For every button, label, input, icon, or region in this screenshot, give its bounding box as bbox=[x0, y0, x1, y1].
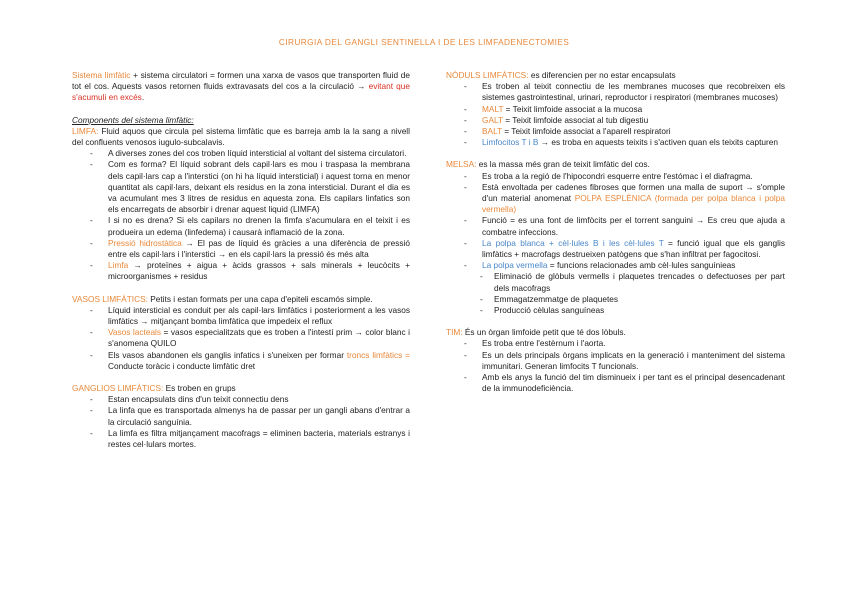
list-item: - Vasos lacteals = vasos especialitzats que es troben a l'intestí prim → color blanc i s'anomena QUILO bbox=[108, 327, 410, 349]
tim-term: TIM: bbox=[446, 327, 463, 338]
tim-list bbox=[446, 338, 785, 394]
right-column bbox=[446, 70, 785, 394]
list-item: - Els vasos abandonen els ganglis infatics i s'uneixen per formar troncs limfàtics = Conducte toràcic i conducte limfàtic dret bbox=[108, 350, 410, 372]
limfa-term: LIMFA: bbox=[72, 125, 99, 136]
nodul-paragraph: NÒDULS LIMFÀTICS: es diferencien per no estar encapsulats bbox=[446, 70, 676, 80]
list-item: - GALT = Teixit limfoide associat al tub digestiu bbox=[482, 115, 785, 126]
components-heading: Components del sistema limfàtic: bbox=[72, 114, 194, 125]
list-item: - I si no es drena? Si els capilars no drenen la fimfa s'acumulara en el teixit i es produeira un edema (linfedema) i causarà inflamació de la zona. bbox=[108, 215, 410, 237]
list-item: - La limfa es filtra mitjançament macofrags = eliminen bacteria, materials estranys i restes cel·lulars mortes. bbox=[108, 428, 410, 450]
nodul-list bbox=[446, 81, 785, 148]
list-item: - Es troba entre l'estèrnum i l'aorta. bbox=[482, 338, 785, 349]
melsa-sublist bbox=[446, 271, 785, 316]
list-item: - Es troba a la regió de l'hipocondri esquerre entre l'estómac i el diafragma. bbox=[482, 171, 785, 182]
intro-highlight: evitant que s'acumuli en excés bbox=[72, 81, 410, 103]
limfa-paragraph: LIMFA: Fluid aquos que circula pel sistema limfàtic que es barreja amb la la sang a nivell del confluents venosos iugulo-subcalavis. bbox=[72, 125, 410, 148]
list-item: - Producció cèlulas sanguíneas bbox=[494, 305, 785, 316]
list-item: - Limfa → proteïnes + aigua + àcids grassos + sals minerals + leucòcits + microorganismes + residus bbox=[108, 260, 410, 282]
list-item: - Eliminació de glòbuls vermells i plaquetes trencades o defectuoses per part dels macofrags bbox=[494, 271, 785, 293]
melsa-list bbox=[446, 171, 785, 272]
intro-term: Sistema limfàtic bbox=[72, 70, 131, 80]
list-item: - Amb els anys la funció del tim disminueix i per tant es el principal desencadenant de la immunodeficiència. bbox=[482, 372, 785, 394]
list-item: - Líquid intersticial es conduit per als capil·lars limfàtics i posteriorment a les vasos limfàtics → mitjançant bomba limfàtica que impedeix el reflux bbox=[108, 305, 410, 327]
melsa-term: MELSA: bbox=[446, 159, 477, 170]
list-item: - Funció = es una font de limfòcits per el torrent sanguini → Es creu que ajuda a combatre infeccions. bbox=[482, 215, 785, 237]
list-item: - Pressió hidrostàtica → El pas de líquid és gràcies a una diferència de pressió entre els capil·lars i l'interstici → en els capil·lars la pressió és més alta bbox=[108, 238, 410, 260]
tim-paragraph: TIM: És un òrgan limfoide petit que té dos lòbuls. bbox=[446, 327, 626, 338]
intro-paragraph: Sistema limfàtic + sistema circulatori = formen una xarxa de vasos que transporten fluid de tot el cos. Aquests vasos retornen fluids extravasats del cos a la circulació → evitant que s'acumuli en excés. bbox=[72, 70, 410, 103]
list-item: - La linfa que es transportada almenys ha de passar per un gangli abans d'entrar a la circulació sanguínia. bbox=[108, 405, 410, 427]
list-item: - Estan encapsulats dins d'un teixit connectiu dens bbox=[108, 394, 410, 405]
page-title: CIRURGIA DEL GANGLI SENTINELLA I DE LES LIMFADENECTOMIES bbox=[278, 37, 570, 47]
list-item: - La polpa blanca + cèl·lules B i les cèl·lules T = funció igual que els ganglis limfàtics + macrofags destrueixen patògens que s'han infiltrat per fagocitosi. bbox=[482, 238, 785, 260]
vasos-list bbox=[72, 305, 410, 372]
list-item: - MALT = Teixit limfoide associat a la mucosa bbox=[482, 104, 785, 115]
list-item: - Emmagatzemmatge de plaquetes bbox=[494, 294, 785, 305]
list-item: - A diverses zones del cos troben líquid intersticial al voltant del sistema circulatori. bbox=[108, 148, 410, 159]
list-item: - Està envoltada per cadenes fibroses que formen una malla de suport → s'omple d'un material anomenat POLPA ESPLÈNICA (formada per polpa blanca i polpa vermella) bbox=[482, 182, 785, 216]
list-item: - Com es forma? El líquid sobrant dels capil·lars es mou i traspasa la membrana dels capil·lars cap a l'interstici (on hi ha líquid intersticial) i aquest torna en menor quantitat als capil·lars, deixant els residus en la zona intersticial. Durant el dia es va acumulant mes 3 litres de residus en aquesta zona. Els capilars linfatics son els encarregats de absorbir i drenar aquest liquid (LIMFA) bbox=[108, 159, 410, 215]
limfa-list bbox=[72, 148, 410, 282]
ganglios-list bbox=[72, 394, 410, 450]
melsa-paragraph: MELSA: es la massa més gran de teixit limfàtic del cos. bbox=[446, 159, 650, 170]
ganglios-term: GANGLIOS LIMFÀTICS: bbox=[72, 383, 164, 394]
vasos-paragraph: VASOS LIMFÀTICS: Petits i estan formats per una capa d'epiteli escamós simple. bbox=[72, 293, 373, 304]
list-item: - La polpa vermella = funcions relacionades amb cèl·lules sanguínieas bbox=[482, 260, 785, 271]
list-item: - BALT = Teixit limfoide associat a l'aparell respiratori bbox=[482, 126, 785, 137]
nodul-term: NÒDULS LIMFÀTICS: bbox=[446, 70, 529, 80]
list-item: - Es un dels principals òrgans implicats en la generació i manteniment del sistema immunitari. Generan limfocits T funcionals. bbox=[482, 350, 785, 372]
vasos-term: VASOS LIMFÀTICS: bbox=[72, 293, 148, 304]
left-column bbox=[72, 70, 410, 450]
list-item: - Es troben al teixit connectiu de les membranes mucoses que recobreixen els sistemes gastrointestinal, urinari, reproductor i respiratori (membranes mucoses) bbox=[482, 81, 785, 103]
ganglios-paragraph: GANGLIOS LIMFÀTICS: Es troben en grups bbox=[72, 383, 236, 394]
list-item: - Limfocitos T i B → es troba en aquests teixits i s'activen quan els teixits capturen bbox=[482, 137, 785, 148]
